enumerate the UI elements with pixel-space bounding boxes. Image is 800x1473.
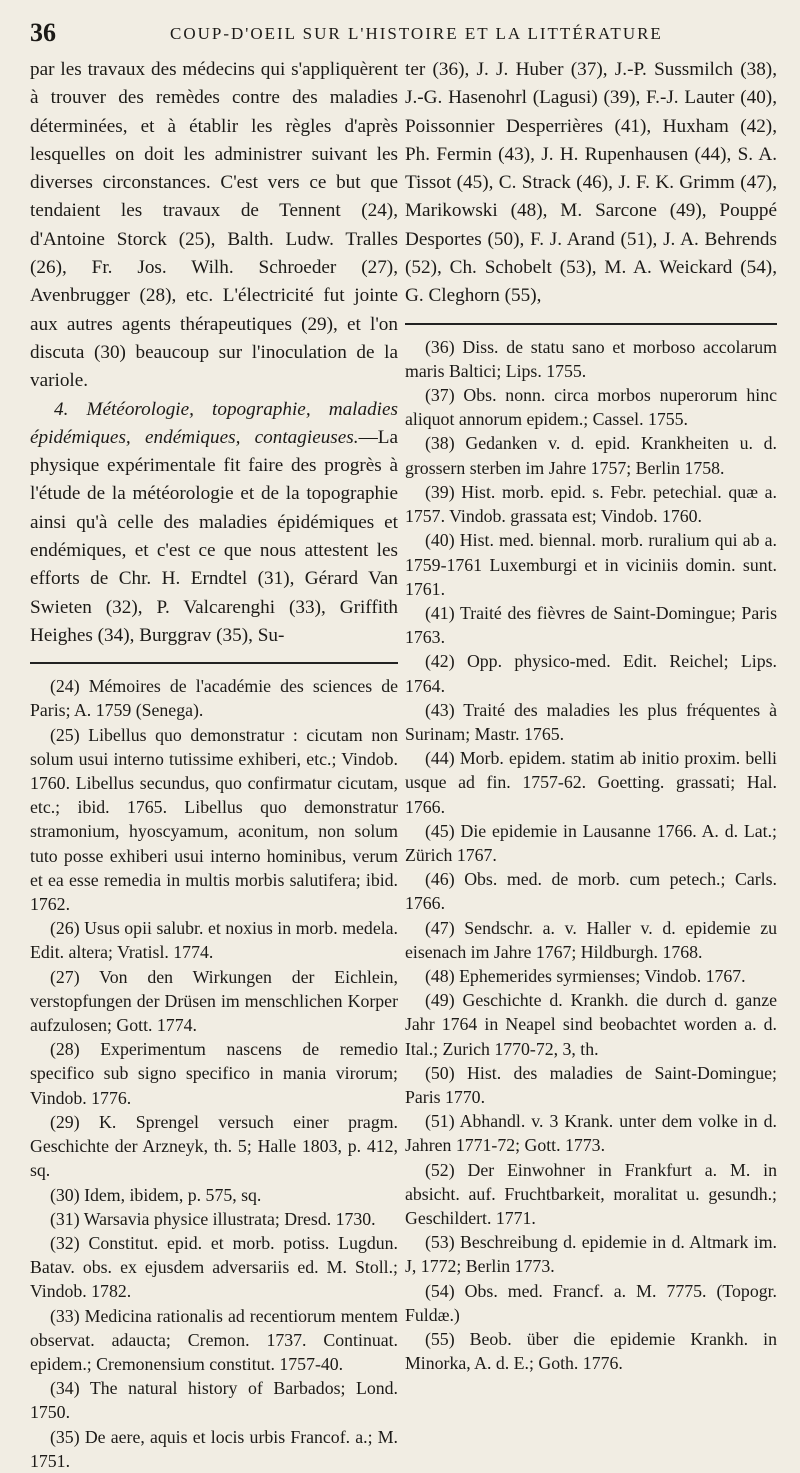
footnote-44: (44) Morb. epidem. statim ab initio proxim. belli usque ad fin. 1757-62. Goetting. grassati; Hal. 1766. (405, 748, 777, 817)
footnote-35: (35) De aere, aquis et locis urbis Francof. a.; M. 1751. (30, 1426, 398, 1471)
footnote-46: (46) Obs. med. de morb. cum petech.; Carls. 1766. (405, 869, 777, 914)
footnote-47: (47) Sendschr. a. v. Haller v. d. epidemie zu eisenach im Jahre 1767; Hildburgh. 1768. (405, 917, 777, 962)
running-title: COUP-D'OEIL SUR L'HISTOIRE ET LA LITTÉRATURE (170, 24, 663, 43)
footnote-27: (27) Von den Wirkungen der Eichlein, verstopfungen der Drüsen im menschlichen Korper aufzulosen; Gott. 1774. (30, 966, 398, 1036)
footnote-37: (37) Obs. nonn. circa morbos nuperorum hinc aliquot annorum epidem.; Cassel. 1755. (405, 385, 777, 430)
footnote-54: (54) Obs. med. Francf. a. M. 7775. (Topogr. Fuldæ.) (405, 1280, 777, 1325)
left-column (30, 56, 398, 1473)
footnote-45: (45) Die epidemie in Lausanne 1766. A. d. Lat.; Zürich 1767. (405, 820, 777, 865)
footnote-28: (28) Experimentum nascens de remedio specifico sub signo specifico in mania virorum; Vindob. 1776. (30, 1039, 398, 1108)
footnote-40: (40) Hist. med. biennal. morb. ruralium qui ab a. 1759-1761 Luxemburgi et in viciniis domin. sunt. 1761. (405, 530, 777, 599)
page-number: 36 (30, 18, 56, 47)
footnote-48: (48) Ephemerides syrmienses; Vindob. 1767. (425, 965, 746, 986)
footnote-55: (55) Beob. über die epidemie Krankh. in Minorka, A. d. E.; Goth. 1776. (405, 1329, 777, 1374)
right-footnotes (405, 335, 777, 1376)
footnote-41: (41) Traité des fièvres de Saint-Domingue; Paris 1763. (405, 602, 777, 648)
footnote-31: (31) Warsavia physice illustrata; Dresd. 1730. (50, 1208, 376, 1229)
section-4-paragraph (30, 396, 398, 651)
footnote-24: (24) Mémoires de l'académie des sciences de Paris; A. 1759 (Senega). (30, 676, 398, 721)
left-main-text (30, 56, 398, 650)
footnote-25: (25) Libellus quo demonstratur : cicutam non solum usui interno tutissime exhiberi, etc.; Vindob. 1760. Libellus secundus, quo confirmatur cicutam, etc.; ibid. 1765. Libellus quo demonstratur stramonium, hyoscyamum, aconitum, non solum tuto posse exhiberi usui interno hominibus, verum et ea esse remedia in multis morbis salutifera; ibid. 1762. (30, 724, 398, 915)
footnote-divider (30, 662, 398, 664)
footnote-39: (39) Hist. morb. epid. s. Febr. petechial. quæ a. 1757. Vindob. grassata est; Vindob. 1760. (405, 481, 777, 527)
footnote-38: (38) Gedanken v. d. epid. Krankheiten u. d. grossern sterben im Jahre 1757; Berlin 1758. (405, 433, 777, 478)
footnote-36: (36) Diss. de statu sano et morboso accolarum maris Baltici; Lips. 1755. (405, 336, 777, 381)
footnote-30: (30) Idem, ibidem, p. 575, sq. (50, 1184, 262, 1205)
footnote-29: (29) K. Sprengel versuch einer pragm. Geschichte der Arzneyk, th. 5; Halle 1803, p. 412, sq. (30, 1111, 398, 1181)
main-paragraph-continued: ter (36), J. J. Huber (37), J.-P. Sussmilch (38), J.-G. Hasenohrl (Lagusi) (39), F.-J. Lauter (40), Poissonnier Desperrières (41), Huxham (42), Ph. Fermin (43), J. H. Rupenhausen (44), S. A. Tissot (45), C. Strack (46), J. F. K. Grimm (47), Marikowski (48), M. Sarcone (49), Pouppé Desportes (50), F. J. Arand (51), J. A. Behrends (52), Ch. Schobelt (53), M. A. Weickard (54), G. Cleghorn (55), (405, 59, 777, 307)
right-column (405, 56, 777, 1375)
section-4-body: —La physique expérimentale fit faire des progrès à l'étude de la météorologie et de la topographie ainsi qu'à celle des maladies épidémiques et endémiques, et c'est ce que nous attestent les efforts de Chr. H. Erndtel (31), Gérard Van Swieten (32), P. Valcarenghi (33), Griffith Heighes (34), Burggrav (35), Su- (30, 426, 398, 646)
footnote-52: (52) Der Einwohner in Frankfurt a. M. in absicht. auf. Fruchtbarkeit, moralitat u. gesundh.; Geschildert. 1771. (405, 1159, 777, 1228)
main-paragraph: par les travaux des médecins qui s'appliquèrent à trouver des remèdes contre des maladies déterminées, et à établir les règles d'après lesquelles on doit les administrer suivant les diverses circonstances. C'est vers ce but que tendaient les travaux de Tennent (24), d'Antoine Storck (25), Balth. Ludw. Tralles (26), Fr. Jos. Wilh. Schroeder (27), Avenbrugger (28), etc. L'électricité fut jointe aux autres agents thérapeutiques (29), et l'on discuta (30) beaucoup sur l'inoculation de la variole. (30, 59, 398, 392)
footnote-32: (32) Constitut. epid. et morb. potiss. Lugdun. Batav. obs. ex ejusdem adversariis ed. M. Stoll.; Vindob. 1782. (30, 1232, 398, 1302)
footnote-50: (50) Hist. des maladies de Saint-Domingue; Paris 1770. (405, 1062, 777, 1107)
footnote-53: (53) Beschreibung d. epidemie in d. Altmark im. J, 1772; Berlin 1773. (405, 1232, 777, 1277)
footnote-42: (42) Opp. physico-med. Edit. Reichel; Lips. 1764. (405, 651, 777, 696)
section-4-title: 4. Météorologie, topographie, maladies épidémiques, endémiques, contagieuses. (30, 398, 398, 448)
footnote-43: (43) Traité des maladies les plus fréquentes à Surinam; Mastr. 1765. (405, 699, 777, 744)
footnote-34: (34) The natural history of Barbados; Lond. 1750. (30, 1378, 398, 1423)
right-main-text (405, 56, 777, 311)
footnote-33: (33) Medicina rationalis ad recentiorum mentem observat. adaucta; Cremon. 1737. Continuat. epidem.; Cremonensium constitut. 1757-40. (30, 1305, 398, 1374)
footnote-49: (49) Geschichte d. Krankh. die durch d. ganze Jahr 1764 in Neapel sind beobachtet worden a. d. Ital.; Zurich 1770-72, 3, th. (405, 990, 777, 1059)
footnote-26: (26) Usus opii salubr. et noxius in morb. medela. Edit. altera; Vratisl. 1774. (30, 918, 398, 963)
footnote-51: (51) Abhandl. v. 3 Krank. unter dem volke in d. Jahren 1771-72; Gott. 1773. (405, 1111, 777, 1156)
page-header (30, 16, 775, 50)
footnote-divider (405, 323, 777, 325)
left-footnotes (30, 674, 398, 1473)
